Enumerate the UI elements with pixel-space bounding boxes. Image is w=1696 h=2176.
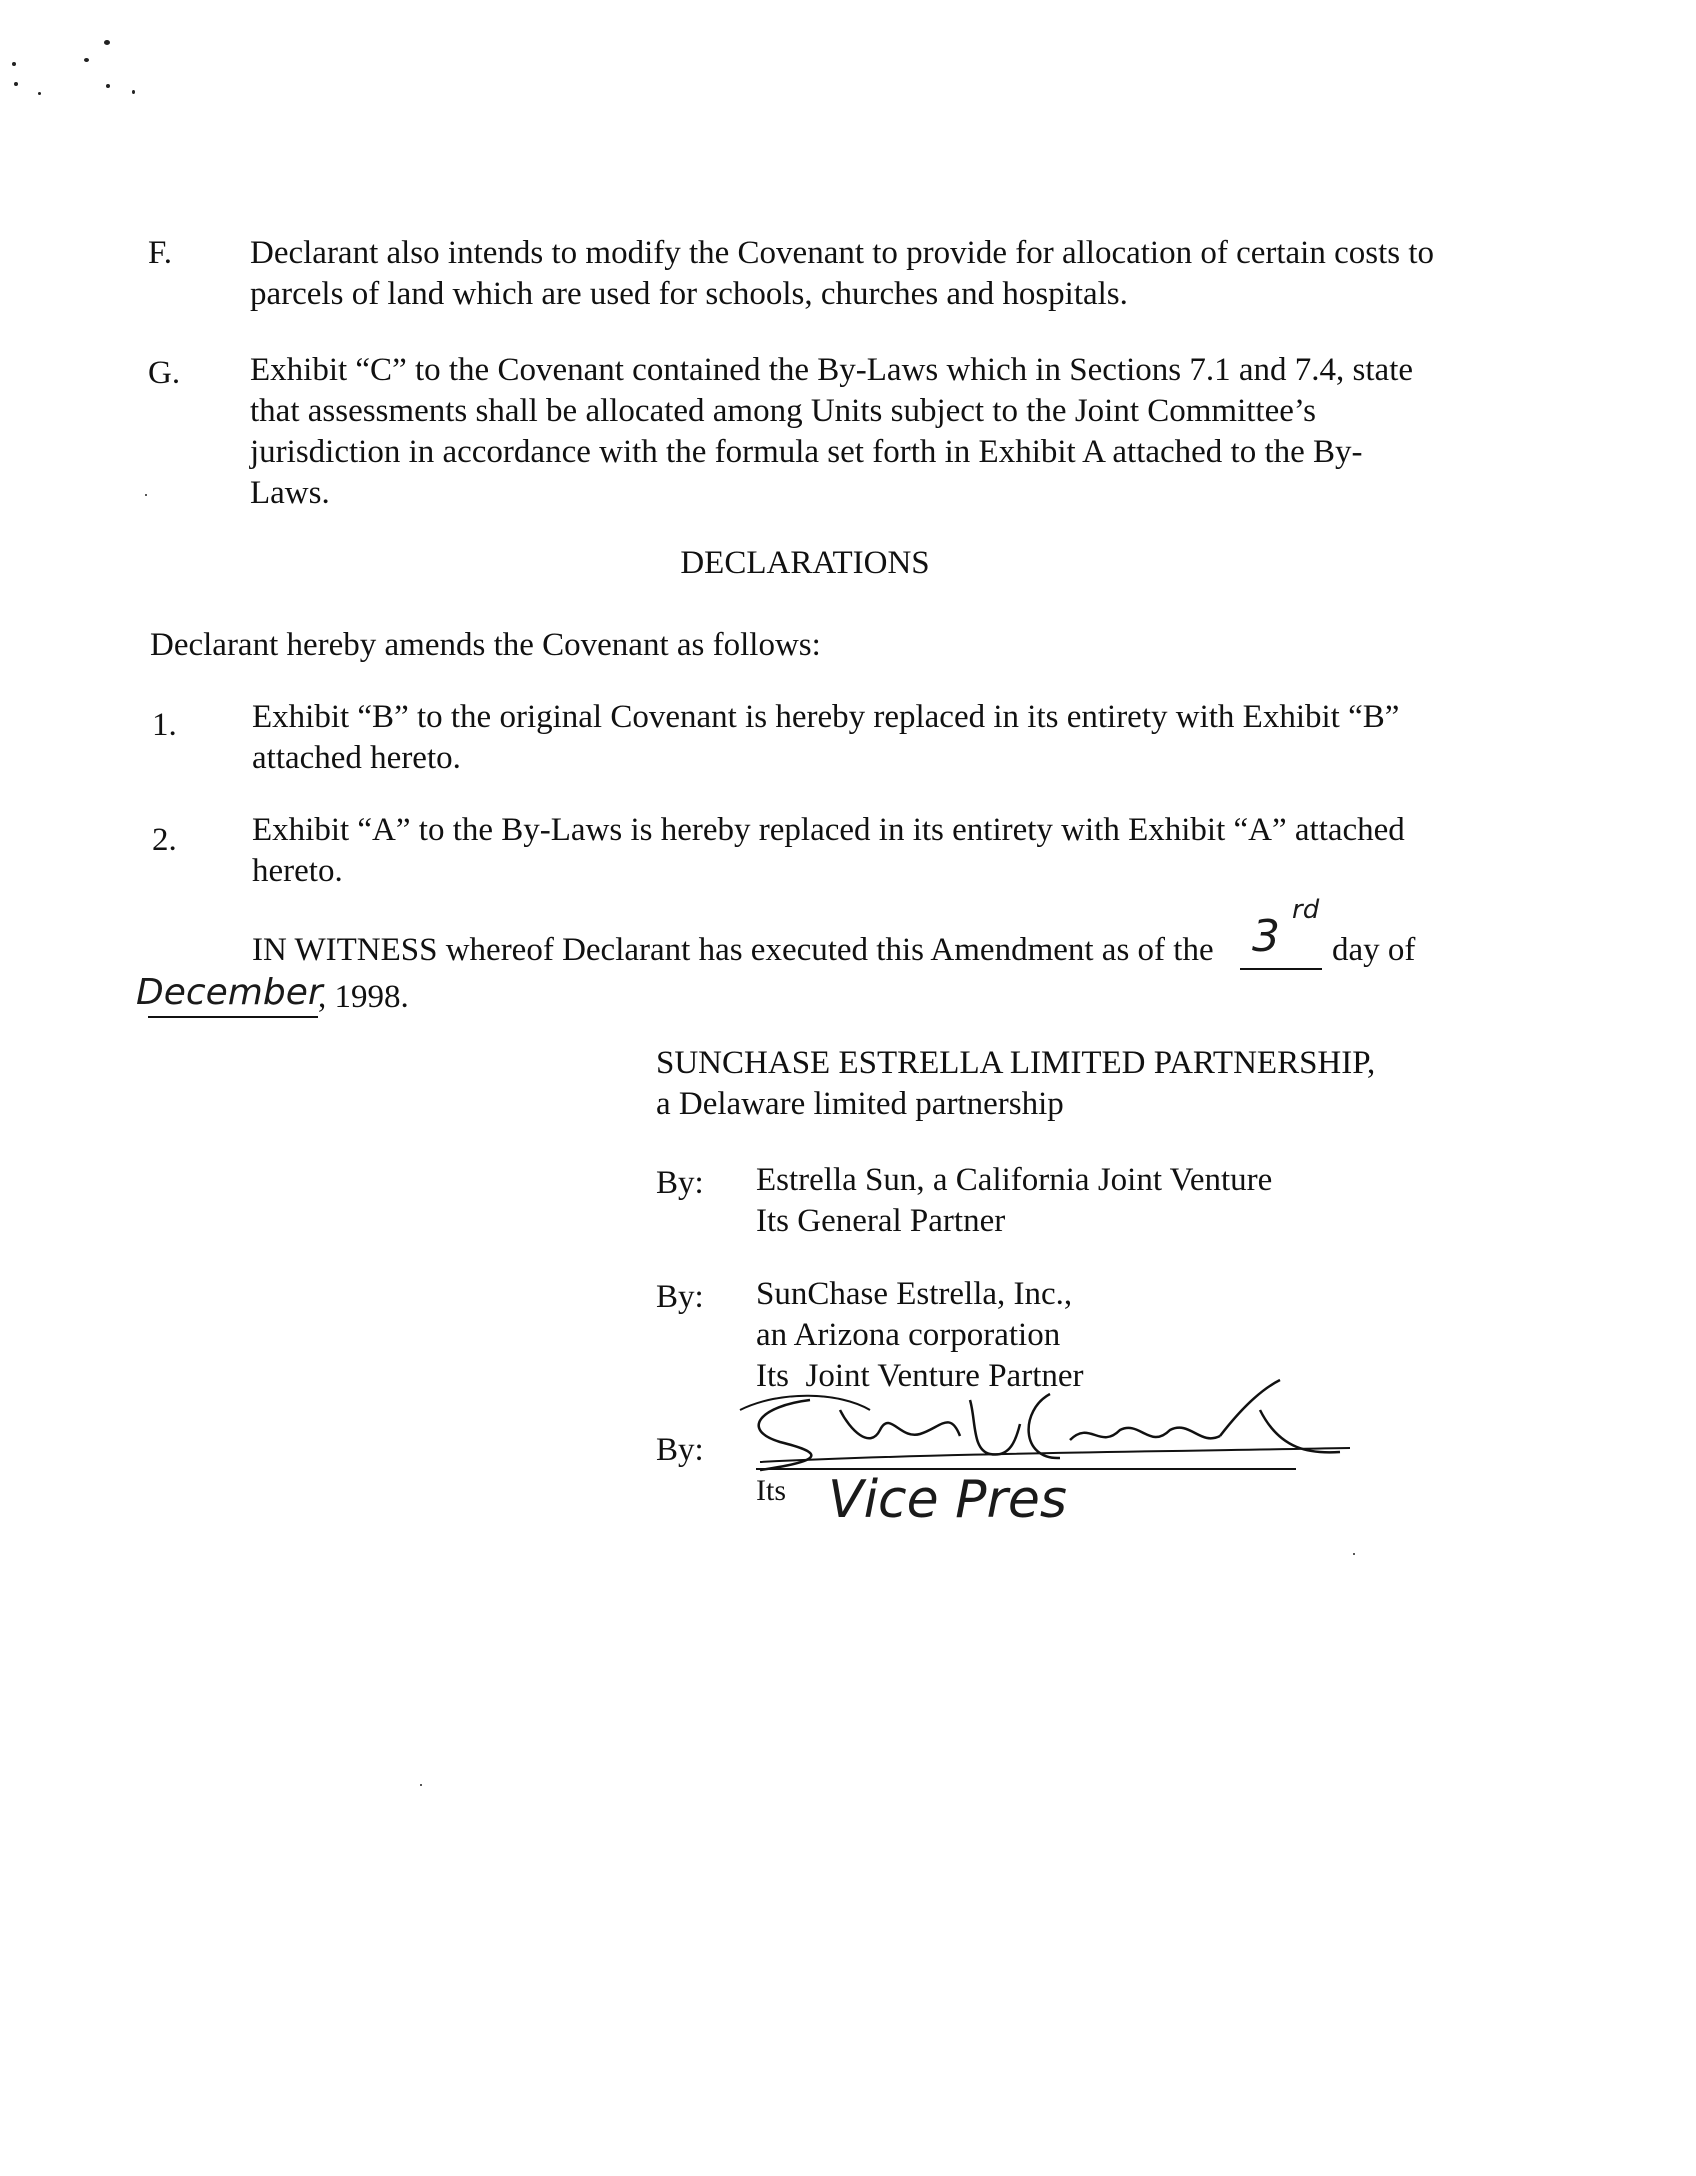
signatory-its-label: Its xyxy=(756,1474,786,1507)
scan-speck xyxy=(106,84,110,88)
signatory-block-1-line-2: Its General Partner xyxy=(756,1203,1006,1239)
declaration-label-1: 1. xyxy=(152,707,177,743)
witness-day-of: day of xyxy=(1332,932,1416,968)
signatory-block-2-line-1: SunChase Estrella, Inc., xyxy=(756,1276,1073,1312)
scan-speck xyxy=(420,1784,422,1786)
declaration-2-line-2: hereto. xyxy=(252,853,343,889)
declaration-2-line-1: Exhibit “A” to the By-Laws is hereby replaced in its entirety with Exhibit “A” attached xyxy=(252,812,1405,848)
recital-f-line-1: Declarant also intends to modify the Covenant to provide for allocation of certain costs to xyxy=(250,235,1435,271)
declaration-1-line-2: attached hereto. xyxy=(252,740,461,776)
declaration-text-1 xyxy=(252,697,1482,779)
witness-prefix: IN WITNESS whereof Declarant has executed this Amendment as of the xyxy=(252,932,1214,968)
witness-year: , 1998. xyxy=(318,979,409,1015)
witness-clause xyxy=(252,930,1214,971)
signatory-by-label-1: By: xyxy=(656,1165,704,1201)
recital-label-g: G. xyxy=(148,355,181,391)
witness-day-handwritten: 3 xyxy=(1252,911,1280,962)
signatory-entity-name: SUNCHASE ESTRELLA LIMITED PARTNERSHIP, xyxy=(656,1045,1376,1081)
recital-text-g xyxy=(250,350,1480,514)
recital-text-f xyxy=(250,233,1480,315)
declaration-text-2 xyxy=(252,810,1482,892)
scan-speck xyxy=(1353,1553,1355,1555)
signatory-block-2-line-2: an Arizona corporation xyxy=(756,1317,1061,1353)
recital-g-line-1: Exhibit “C” to the Covenant contained the By-Laws which in Sections 7.1 and 7.4, state xyxy=(250,352,1414,388)
scan-speck xyxy=(14,82,18,86)
scan-speck xyxy=(38,92,41,95)
scan-speck xyxy=(84,58,89,62)
signatory-final-by-label: By: xyxy=(656,1432,704,1468)
signatory-title-handwritten: Vice Pres xyxy=(828,1470,1067,1530)
signatory-block-1-line-1: Estrella Sun, a California Joint Venture xyxy=(756,1162,1273,1198)
declaration-1-line-1: Exhibit “B” to the original Covenant is hereby replaced in its entirety with Exhibit “B” xyxy=(252,699,1400,735)
signatory-block-1 xyxy=(756,1160,1272,1242)
recital-f-line-2: parcels of land which are used for schools, churches and hospitals. xyxy=(250,276,1128,312)
signatory-by-label-2: By: xyxy=(656,1279,704,1315)
scan-speck xyxy=(145,494,147,496)
scan-speck xyxy=(132,90,135,94)
scan-speck xyxy=(12,62,16,66)
recital-label-f: F. xyxy=(148,235,172,271)
scan-speck xyxy=(104,40,110,45)
declarations-intro: Declarant hereby amends the Covenant as follows: xyxy=(150,627,821,663)
witness-month-handwritten: December xyxy=(136,972,323,1013)
recital-g-line-2: that assessments shall be allocated among Units subject to the Joint Committee’s xyxy=(250,393,1316,429)
recital-g-line-4: Laws. xyxy=(250,475,330,511)
month-blank-line xyxy=(148,1016,318,1018)
recital-g-line-3: jurisdiction in accordance with the formula set forth in Exhibit A attached to the By- xyxy=(250,434,1363,470)
witness-day-suffix-handwritten: rd xyxy=(1292,895,1320,925)
signatory-entity-desc: a Delaware limited partnership xyxy=(656,1086,1064,1122)
signatory-block-2-line-3: Its Joint Venture Partner xyxy=(756,1358,1084,1394)
declaration-label-2: 2. xyxy=(152,822,177,858)
day-blank-line xyxy=(1240,968,1322,970)
declarations-heading: DECLARATIONS xyxy=(680,545,930,581)
